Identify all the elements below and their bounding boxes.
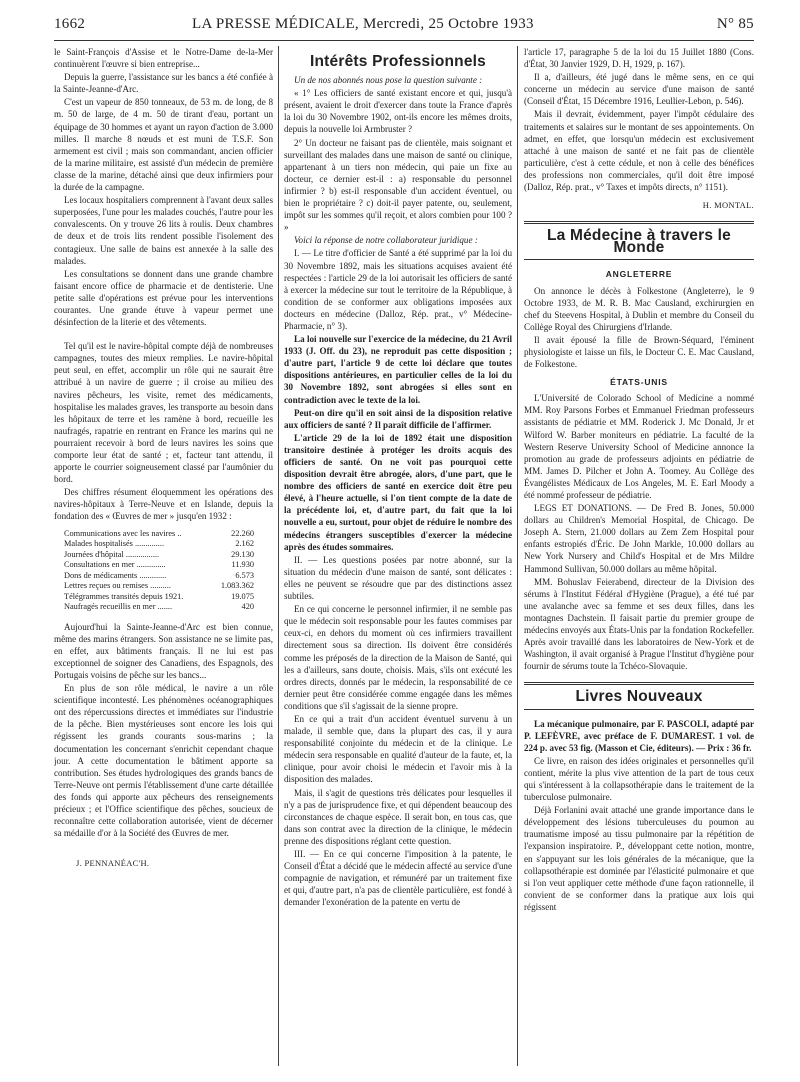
stats-row: Journées d'hôpital ................ 29.130 — [64, 549, 254, 559]
author-signature: H. MONTAL. — [702, 200, 754, 211]
paragraph: MM. Bohuslav Feierabend, directeur de la Division des sérums à l'Institut Fédéral d'Hygiène (Prague), a été tué par une avalanche avec sa femme et ses deux filles, dans les montagnes Dachstein. Il faisait partie du premier groupe de médecins envoyés aux États-Unis par la fondation Rockefeller. Après avoir travaillé dans les laboratoires de New-York et de Washington, il avait organisé à Prague l'Institut d'hygiène pour fournir de sérums toute la Tchéco-Slovaquie. — [524, 576, 754, 672]
column-divider — [517, 46, 518, 1066]
paragraph: I. — Le titre d'officier de Santé a été supprimé par la loi du 30 Novembre 1892, mais les situations acquises avaient été respectées : l'article 29 de la loi autorisait les officiers de santé à exercer la médecine sur tout le territoire de la République, à condition de se conformer aux obligations imposées aux docteurs en médecine (Dalloz, Rép. prat., v° Médecine-Pharmacie, n° 3). — [284, 248, 512, 331]
header-rule — [54, 40, 754, 41]
column-divider — [278, 46, 279, 1066]
stats-row: Communications avec les navires .. 22.260 — [64, 528, 254, 538]
section-title: La Médecine à travers le Monde — [546, 227, 731, 257]
paragraph: « 1° Les officiers de santé existant encore et qui, jusqu'à présent, avaient le droit d'exercer dans toute la France d'après la loi du 30 Novembre 1902, ont-ils encore les mêmes droits, depuis la nouvelle loi Armbruster ? — [284, 88, 512, 135]
paragraph: Des chiffres résument éloquemment les opérations des navires-hôpitaux à Terre-Neuve et en Islande, depuis la fondation des « Œuvres de mer » jusqu'en 1932 : — [54, 487, 273, 522]
paragraph: LEGS ET DONATIONS. — De Fred B. Jones, 50.000 dollars au Children's Memorial Hospital, de Chicago. De Joseph A. Stern, 21.000 dollars au Zem Zem Hospital pour enfants estropiés d'Éric. De John Markle, 10.000 dollars au New York Nursery and Child's Hospital et de Mrs Mildre Hammond Sullivan, 50.000 dollars au même hôpital. — [524, 503, 754, 574]
column-middle — [284, 46, 512, 1066]
intro-text: Un de nos abonnés nous pose la question suivante : — [294, 75, 483, 86]
paragraph: En plus de son rôle médical, le navire a un rôle scientifique incontesté. Les phénomènes océanographiques ont des répercussions directes et immédiates sur l'industrie de la pêche. Bien mystérieuses sont encore les lois qui régissent les grands courants sous-marins ; la documentation les concernant s'enrichit cependant chaque jour. A cette documentation le bâtiment apporte sa contribution. Ses études hydrologiques des grands bancs de Terre-Neuve ont permis l'établissement d'une carte détaillée des fonds qui apporte aux pêcheurs des renseignements précieux ; et l'Office scientifique des pêches, soucieux de reconnaître cette collaboration autorisée, vient de décerner sa médaille d'or à la Société des Œuvres de mer. — [54, 683, 273, 839]
stats-row: Lettres reçues ou remises .......... 1.083.362 — [64, 581, 254, 591]
statistics-table — [64, 529, 254, 613]
column-right — [524, 46, 754, 1066]
section-header-box — [524, 682, 754, 709]
paragraph: 2° Un docteur ne faisant pas de clientèle, mais soignant et surveillant des malades dans une maison de santé ou clinique, appartenant à un tiers non médecin, qui paie un fixe au docteur, ce dernier est-il : a) responsable du personnel infirmier ? b) est-il responsable d'un accident éventuel, ou bien le propriétaire ? c) doit-il payer patente, ou, seulement, impôt sur les sommes qu'il reçoit, et alors combien pour 100 ? » — [284, 137, 512, 233]
paragraph: II. — Les questions posées par notre abonné, sur la situation du médecin d'une maison de santé, sont délicates : elles ne peuvent se résoudre que par des distinctions assez subtiles. — [284, 554, 512, 602]
stats-row: Malades hospitalisés .............. 2.162 — [64, 539, 254, 549]
paragraph: III. — En ce qui concerne l'imposition à la patente, le Conseil d'État a décidé que le médecin affecté au service d'une compagnie de navigation, et rémunéré par un traitement fixe et qui, d'autre part, n'a pas de clientèle particulière, est fondé à demander l'exonération de la patente en vertu de — [284, 849, 512, 908]
paragraph: Mais, il s'agit de questions très délicates pour lesquelles il n'y a pas de jurisprudence fixe, et qui dépendent beaucoup des circonstances de chaque espèce. Il serait bon, en tous cas, que dans son contrat avec la direction de la clinique, le médecin prenne des dispositions réglant cette question. — [284, 787, 512, 846]
paragraph: Voici la réponse de notre collaborateur juridique : — [294, 235, 478, 246]
paragraph: Les locaux hospitaliers comprennent à l'avant deux salles superposées, l'une pour les malades couchés, l'autre pour les convalescents. On y trouve 26 lits à roulis. Deux chambres de deux et de trois lits rendent possible l'isolement des contagieux. Une salle de bains est annexée à la salle des malades. — [54, 195, 273, 266]
paragraph: Il a, d'ailleurs, été jugé dans le même sens, en ce qui concerne un médecin au service d'une maison de santé (Conseil d'État, 15 Décembre 1916, Leullier-Lebon, p. 546). — [524, 72, 754, 107]
paragraph: On annonce le décès à Folkestone (Angleterre), le 9 Octobre 1933, de M. R. B. Mac Causland, exchirurgien en chef du Steevens Hospital, à Dublin et membre du Conseil du Collège Royal des Chirurgiens d'Irlande. — [524, 285, 754, 332]
book-reference: La mécanique pulmonaire, par F. PASCOLI, adapté par P. LEFÈVRE, avec préface de F. DUMAREST. 1 vol. de 224 p. avec 53 fig. (Masson et Cie, éditeurs). — Prix : 36 fr. — [524, 718, 754, 753]
paragraph: Peut-on dire qu'il en soit ainsi de la disposition relative aux officiers de santé ? Il paraît difficile de l'affirmer. — [284, 407, 512, 430]
paragraph: Déjà Forlanini avait attaché une grande importance dans le développement des lésions tuberculeuses du poumon au traumatisme imposé au tissu pulmonaire par la répétition de l'expansion inspiratoire. P., développant cette notion, montre, en s'appuyant sur les lois générales de la mécanique, que la collapsothérapie est dominée par l'élasticité pulmonaire et que si l'on veut appliquer cette méthode d'une façon rationnelle, il convient de se conformer dans la pratique aux lois qui régissent — [524, 805, 754, 912]
page-number: 1662 — [54, 16, 86, 32]
journal-title: LA PRESSE MÉDICALE, Mercredi, 25 Octobre 1933 — [192, 16, 534, 32]
country-heading: ANGLETERRE — [605, 269, 673, 280]
stats-row: Consultations en mer .............. 11.930 — [64, 560, 254, 570]
paragraph: C'est un vapeur de 850 tonneaux, de 53 m. de long, de 8 m. 50 de large, de 4 m. 50 de tirant d'eau, portant un équipage de 30 hommes et ayant un rayon d'action de 3.000 milles. Il marche 8 nœuds et est muni de T.S.F. Son armement est civil ; mais son commandant, ancien officier de la marine militaire, est assisté d'un médecin de première classe de la marine, détaché ainsi que deux infirmiers pour la durée de la campagne. — [54, 97, 273, 193]
paragraph: Tel qu'il est le navire-hôpital compte déjà de nombreuses campagnes, toutes des mieux remplies. Le navire-hôpital peut seul, en effet, accomplir un rôle qui ne saurait être attribué à un navire de guerre ; il croise au milieu des navires pêcheurs, les visite, remet des médicaments, hospitalise les malades graves, les transporte au besoin dans les hôpitaux de terre et les ramène à bord, recueille les naufragés, rapatrie en rentrant en France les marins qui ne pourraient recevoir à bord de leurs navires les soins que comporte leur état de santé ; et, facteur tant attendu, il apporte le courrier soigneusement classé par l'aumônier du bord. — [54, 341, 273, 485]
paragraph: L'article 29 de la loi de 1892 était une disposition transitoire destinée à protéger les droits acquis des officiers de santé. On ne voit pas pourquoi cette disposition devrait être abrogée, alors, d'une part, que le nombre des officiers de santé en exercice doit être peu élevé, à l'heure actuelle, si l'on tient compte de la date de la précédente loi, et, d'autre part, du fait que la loi nouvelle a eu, surtout, pour objet de réduire le nombre des médecins étrangers susceptibles d'exercer la médecine après des études sommaires. — [284, 432, 512, 552]
section-title: Intérêts Professionnels — [309, 53, 487, 70]
paragraph: La loi nouvelle sur l'exercice de la médecine, du 21 Avril 1933 (J. Off. du 23), ne reproduit pas cette disposition ; d'autre part, l'article 9 de cette loi déclare que toutes dispositions antérieures, en particulier celles de la loi du 30 Novembre 1892, sont abrogées si elles sont en contradiction avec le texte de la loi. — [284, 334, 512, 405]
page-header — [54, 16, 754, 38]
stats-row: Naufragés recueillis en mer ....... 420 — [64, 602, 254, 612]
paragraph: Mais il devrait, évidemment, payer l'impôt cédulaire des traitements et salaires sur le montant de ses appointements. On admet, en effet, que lorsqu'un médecin est exclusivement attaché à une maison de santé et ne fait pas de clientèle particulière, c'est à cette cédule, et non à celle des bénéfices des professions non commerciales, qu'il doit être imposé (Dalloz, Rép. prat., v° Taxes et impôts directs, n° 1151). — [524, 109, 754, 193]
paragraph: le Saint-François d'Assise et le Notre-Dame de-la-Mer continuèrent l'œuvre si bien entreprise... — [54, 47, 273, 70]
country-heading: ÉTATS-UNIS — [610, 377, 668, 388]
paragraph: Aujourd'hui la Sainte-Jeanne-d'Arc est bien connue, même des marins étrangers. Son assistance ne se limite pas, en effet, aux bâtiments français. Il ne lui est pas exceptionnel de soigner des Canadiens, des Espagnols, des Portugais voisins de pêche sur les bancs... — [54, 621, 273, 680]
paragraph: L'Université de Colorado School of Medicine a nommé MM. Roy Parsons Forbes et Emmanuel Friedman professeurs assistants de pédiatrie et MM. Roderick J. Mc Donald, Jr et Wilford W. Barber moniteurs en pédiatrie. La faculté de la Western Reserve University School of Medicine annonce la promotion au grade de professeurs adjoints en pédiatrie de MM. James D. Pilcher et John A. Toomey. Au Collège des Évangélistes Médicaux de Los Angeles, M. E. Earl Moody a été nommé professeur de pédiatrie. — [524, 393, 754, 500]
paragraph: Les consultations se donnent dans une grande chambre faisant encore office de pharmacie et de dentisterie. Une petite salle d'opérations est prévue pour les interventions courantes. Une grande étuve à vapeur permet une désinfection de la literie et des vêtements. — [54, 268, 273, 328]
paragraph: l'article 17, paragraphe 5 de la loi du 15 Juillet 1880 (Cons. d'État, 30 Janvier 1929, D. H, 1929, p. 167). — [524, 47, 754, 70]
stats-row: Dons de médicaments ............. 6.573 — [64, 570, 254, 580]
paragraph: En ce qui a trait d'un accident éventuel survenu à un malade, il semble que, dans la plupart des cas, il y aura responsabilité conjointe du médecin et de la clinique. Le médecin sera responsable en qualité d'auteur de la faute, et, la clinique, pour avoir choisi le médecin et l'avoir mis à la disposition des malades. — [284, 713, 512, 785]
paragraph: Depuis la guerre, l'assistance sur les bancs a été confiée à la Sainte-Jeanne-d'Arc. — [54, 72, 273, 95]
paragraph: Ce livre, en raison des idées originales et personnelles qu'il contient, mérite la plus vive attention de la part de tous ceux qui s'intéressent à la collapsothérapie dans le traitement de la tuberculose pulmonaire. — [524, 755, 754, 803]
author-signature: J. PENNANÉAC'H. — [76, 858, 150, 869]
issue-number: N° 85 — [716, 16, 754, 32]
column-left — [54, 46, 273, 1066]
paragraph: En ce qui concerne le personnel infirmier, il ne semble pas que le médecin soit responsable pour les fautes commises par ceux-ci, en dehors du moment où ces infirmiers travaillent directement sous sa direction. Ils doivent être considérés comme les préposés de la direction de la Maison de Santé, qui les a d'ailleurs, sans doute, choisis. Mais, s'ils ont exécuté les ordres directs, donnés par le médecin, la responsabilité de ce dernier peut être considérée comme engagée dans les mêmes conditions que s'il s'agissait de la sienne propre. — [284, 604, 512, 711]
stats-row: Télégrammes transités depuis 1921. 19.075 — [64, 591, 254, 601]
section-title: Livres Nouveaux — [575, 688, 703, 706]
section-header-box — [524, 221, 754, 260]
paragraph: Il avait épousé la fille de Brown-Séquard, l'éminent physiologiste et laisse un fils, le Docteur C. E. Mac Causland, de Folkestone. — [524, 334, 754, 370]
